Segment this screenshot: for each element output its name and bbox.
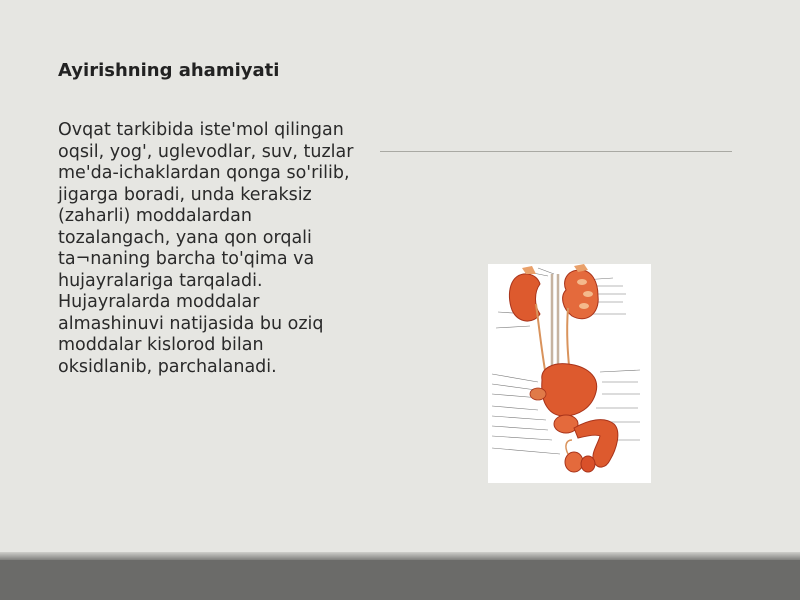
divider-line bbox=[380, 151, 732, 152]
body-line: oksidlanib, parchalanadi. bbox=[58, 356, 277, 377]
body-line: hujayralariga tarqaladi. bbox=[58, 270, 263, 291]
body-line: (zaharli) moddalardan bbox=[58, 206, 252, 226]
urinary-system-illustration bbox=[488, 264, 651, 483]
kidney-left bbox=[509, 274, 540, 321]
body-line: jigarga boradi, unda keraksiz bbox=[58, 184, 312, 205]
testis bbox=[581, 456, 595, 472]
slide-title: Ayirishning ahamiyati bbox=[58, 60, 280, 81]
adrenal-left bbox=[522, 266, 536, 274]
blood-vessels bbox=[552, 274, 558, 376]
bladder bbox=[542, 364, 597, 416]
body-line: Hujayralarda moddalar bbox=[58, 292, 260, 312]
testis bbox=[565, 452, 583, 472]
body-paragraph bbox=[58, 120, 398, 378]
footer-bar bbox=[0, 560, 800, 600]
anatomy-figure bbox=[488, 264, 651, 483]
vas-deferens bbox=[566, 440, 572, 454]
body-line: Ovqat tarkibida iste'mol qilingan bbox=[58, 120, 344, 140]
vesicle-left bbox=[530, 388, 546, 400]
body-line: almashinuvi natijasida bu oziq bbox=[58, 313, 324, 334]
body-line: me'da-ichaklardan qonga so'rilib, bbox=[58, 163, 350, 183]
body-line: oqsil, yog', uglevodlar, suv, tuzlar bbox=[58, 141, 354, 162]
ureter-left bbox=[536, 304, 546, 376]
body-line: moddalar kislorod bilan bbox=[58, 335, 264, 355]
body-line: tozalangach, yana qon orqali bbox=[58, 227, 312, 248]
body-line: ta¬naning barcha to'qima va bbox=[58, 249, 315, 269]
